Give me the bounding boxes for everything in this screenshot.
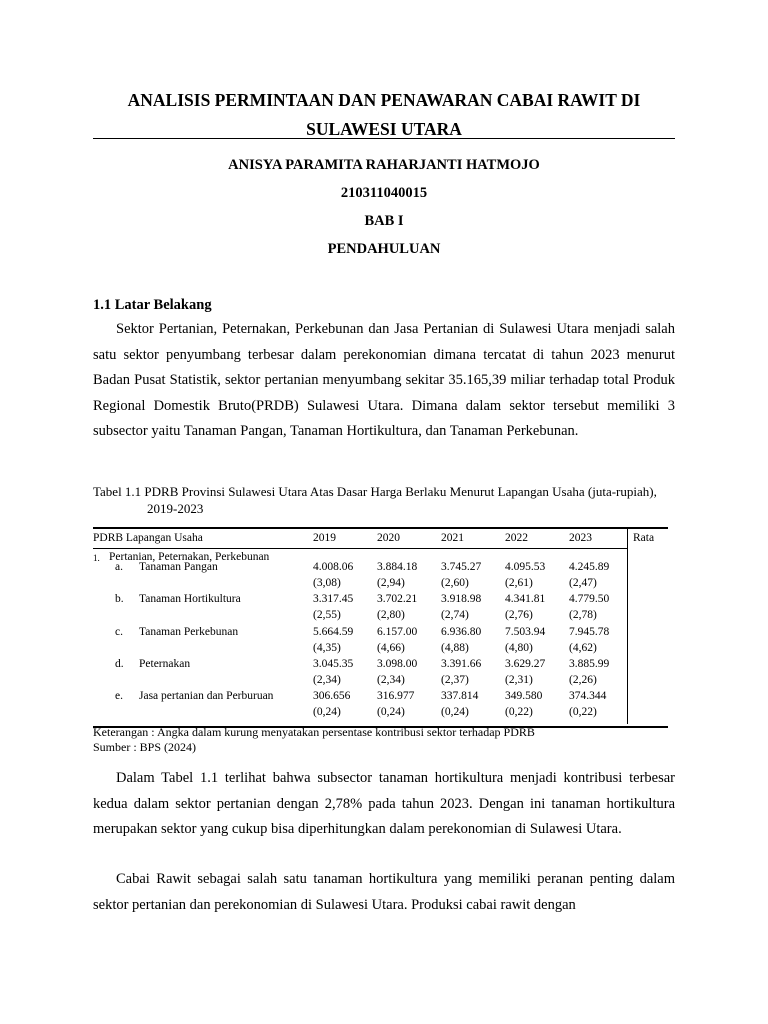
row-value: 349.580: [505, 690, 543, 703]
row-value: 3.702.21: [377, 593, 418, 606]
row-value: 3.884.18: [377, 561, 418, 573]
row-share: (4,35): [313, 641, 341, 654]
table-caption: Tabel 1.1 PDRB Provinsi Sulawesi Utara Atas Dasar Harga Berlaku Menurut Lapangan Usaha (juta-rupiah), 2019-2023: [93, 484, 657, 516]
row-letter: e.: [115, 690, 123, 703]
chapter-label: BAB I: [364, 213, 404, 229]
row-share: (4,66): [377, 641, 405, 654]
group-label: Pertanian, Peternakan, Perkebunan: [109, 551, 270, 563]
row-share: (2,31): [505, 673, 533, 686]
row-share: (4,62): [569, 641, 597, 654]
row-share: (2,37): [441, 673, 469, 686]
title-divider: [93, 138, 675, 139]
row-value: 3.885.99: [569, 657, 610, 670]
row-share: (0,24): [377, 706, 405, 719]
row-share: (0,22): [505, 706, 533, 719]
table-header-6: Rata: [633, 532, 655, 544]
row-value: 6.936.80: [441, 625, 482, 638]
row-value: 4.779.50: [569, 593, 610, 606]
row-value: 337.814: [441, 690, 479, 703]
row-value: 3.317.45: [313, 593, 354, 606]
row-share: (2,26): [569, 673, 597, 686]
row-value: 6.157.00: [377, 625, 418, 638]
table-rata-divider: [627, 527, 628, 724]
row-letter: d.: [115, 657, 124, 670]
chapter-title: PENDAHULUAN: [327, 241, 441, 257]
row-letter: a.: [115, 561, 123, 573]
row-value: 306.656: [313, 690, 351, 703]
row-label: Tanaman Pangan: [139, 561, 218, 573]
row-value: 3.045.35: [313, 657, 354, 670]
row-share: (2,61): [505, 577, 533, 589]
row-share: (2,80): [377, 609, 405, 622]
row-value: 316.977: [377, 690, 415, 703]
paragraph-1: Sektor Pertanian, Peternakan, Perkebunan dan Jasa Pertanian di Sulawesi Utara menjadi salah satu sektor penyumbang terbesar dalam perekonomian dimana tercatat di tahun 2023 menurut Badan Pusat Statistik, sektor pertanian menyumbang sekitar 35.165,39 miliar terhadap total Produk Regional Domestik Bruto(PRDB) Sulawesi Utara. Dimana dalam sektor tersebut memiliki 3 subsector yaitu Tanaman Pangan, Tanaman Hortikultura, dan Tanaman Perkebunan.: [93, 321, 675, 440]
pdrb-table: [93, 527, 668, 728]
group-number: 1.: [93, 553, 100, 563]
row-value: 3.918.98: [441, 593, 482, 606]
table-header-5: 2023: [569, 532, 592, 544]
section-heading: 1.1 Latar Belakang: [93, 297, 212, 313]
row-share: (3,08): [313, 577, 341, 589]
row-share: (2,78): [569, 609, 597, 622]
row-value: 374.344: [569, 690, 607, 703]
row-share: (0,22): [569, 706, 597, 719]
table-header-1: 2019: [313, 532, 336, 544]
table-header-2: 2020: [377, 532, 400, 544]
row-value: 4.095.53: [505, 561, 546, 573]
row-value: 3.391.66: [441, 657, 482, 670]
author-name: ANISYA PARAMITA RAHARJANTI HATMOJO: [228, 157, 540, 173]
row-label: Tanaman Perkebunan: [139, 625, 239, 638]
row-label: Jasa pertanian dan Perburuan: [139, 690, 274, 703]
row-value: 7.503.94: [505, 625, 546, 638]
row-value: 3.629.27: [505, 657, 546, 670]
row-share: (2,94): [377, 577, 405, 589]
table-header-3: 2021: [441, 532, 464, 544]
row-share: (4,80): [505, 641, 533, 654]
paragraph-3: Cabai Rawit sebagai salah satu tanaman hortikultura yang memiliki peranan penting dalam sektor pertanian dan perekonomian di Sulawesi Utara. Produksi cabai rawit dengan: [93, 871, 675, 913]
row-share: (2,47): [569, 577, 597, 589]
student-id: 210311040015: [340, 185, 428, 201]
table-source: Sumber : BPS (2024): [93, 740, 197, 754]
row-share: (4,88): [441, 641, 469, 654]
row-share: (2,55): [313, 609, 341, 622]
row-value: 4.245.89: [569, 561, 610, 573]
row-letter: b.: [115, 593, 124, 606]
row-label: Peternakan: [139, 657, 191, 670]
row-share: (2,60): [441, 577, 469, 589]
row-value: 3.745.27: [441, 561, 482, 573]
row-share: (2,34): [377, 673, 405, 686]
row-value: 5.664.59: [313, 625, 354, 638]
row-value: 7.945.78: [569, 625, 610, 638]
table-note: Keterangan : Angka dalam kurung menyatakan persentase kontribusi sektor terhadap PDRB: [93, 725, 535, 739]
table-header-4: 2022: [505, 532, 528, 544]
paragraph-2: Dalam Tabel 1.1 terlihat bahwa subsector tanaman hortikultura menjadi kontribusi terbesar kedua dalam sektor pertanian dengan 2,78% pada tahun 2023. Dengan ini tanaman hortikultura merupakan sektor yang cukup bisa diperhitungkan dalam perekonomian di Sulawesi Utara.: [93, 770, 675, 838]
row-label: Tanaman Hortikultura: [139, 593, 241, 606]
row-value: 4.008.06: [313, 561, 354, 573]
row-share: (0,24): [313, 706, 341, 719]
row-share: (2,76): [505, 609, 533, 622]
row-value: 3.098.00: [377, 657, 418, 670]
row-share: (2,74): [441, 609, 469, 622]
row-share: (0,24): [441, 706, 469, 719]
row-letter: c.: [115, 625, 123, 638]
row-value: 4.341.81: [505, 593, 546, 606]
row-share: (2,34): [313, 673, 341, 686]
table-header-label: PDRB Lapangan Usaha: [93, 532, 203, 544]
document-title: ANALISIS PERMINTAAN DAN PENAWARAN CABAI RAWIT DI SULAWESI UTARA: [127, 90, 641, 139]
